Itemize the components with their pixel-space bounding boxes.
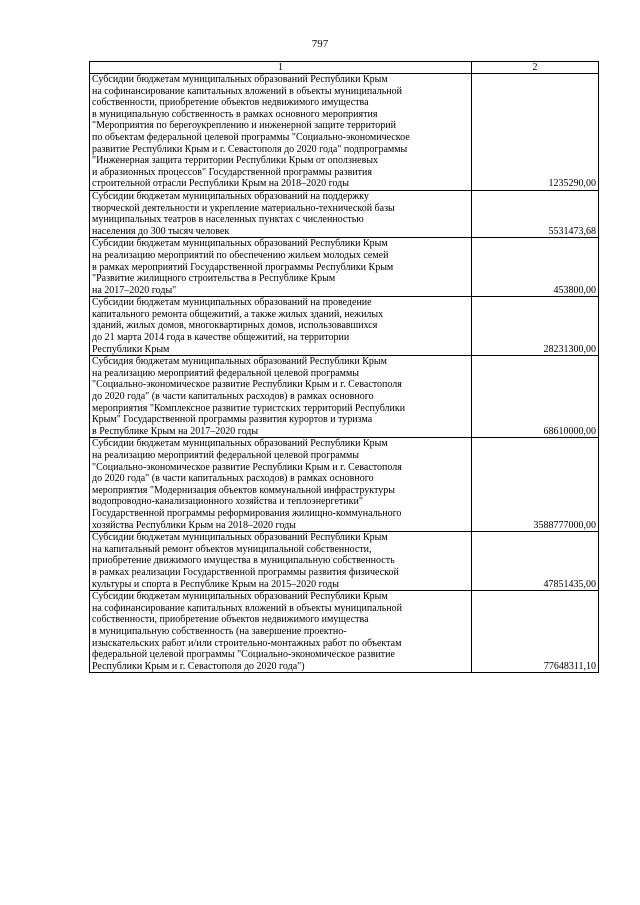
row-description: Субсидия бюджетам муниципальных образований Республики Крым на реализацию мероприятий федеральной целевой программы "Социально-экономическое развитие Республики Крым и г. Севастополя до 2020 года" (в части капитальных расходов) в рамках основного мероприятия "Комплексное развитие туристских территорий Республики Крым" Государственной программы развития курортов и туризма в Республике Крым на 2017–2020 годы xyxy=(90,356,472,438)
table-row xyxy=(90,356,599,438)
row-description: Субсидии бюджетам муниципальных образований Республики Крым на софинансирование капитальных вложений в объекты муниципальной собственности, приобретение объектов недвижимого имущества в муниципальную собственность в рамках основного мероприятия "Мероприятия по берегоукреплению и инженерной защите территорий по объектам федеральной целевой программы "Социально-экономическое развитие Республики Крым и г. Севастополя до 2020 года" подпрограммы "Инженерная защита территории Республики Крым от оползневых и абразионных процессов" Государственной программы развития строительной отрасли Республики Крым на 2018–2020 годы xyxy=(90,74,472,191)
row-amount: 68610000,00 xyxy=(472,356,599,438)
table-row xyxy=(90,438,599,532)
row-description: Субсидии бюджетам муниципальных образований Республики Крым на реализацию мероприятий федеральной целевой программы "Социально-экономическое развитие Республики Крым и г. Севастополя до 2020 года" (в части капитальных расходов) в рамках основного мероприятия "Модернизация объектов коммунальной инфраструктуры водопроводно-канализационного хозяйства и теплоэнергетики" Государственной программы реформирования жилищно-коммунального хозяйства Республики Крым на 2018–2020 годы xyxy=(90,438,472,532)
row-amount: 5531473,68 xyxy=(472,190,599,237)
table-row xyxy=(90,190,599,237)
table-row xyxy=(90,297,599,356)
table-header-row xyxy=(90,62,599,74)
column-header-description: 1 xyxy=(90,62,472,74)
page-number: 797 xyxy=(311,38,329,50)
subsidies-table xyxy=(89,61,599,673)
row-description: Субсидии бюджетам муниципальных образований на проведение капитального ремонта общежитий, а также жилых зданий, нежилых зданий, жилых домов, многоквартирных домов, использовавшихся до 21 марта 2014 года в качестве общежитий, на территории Республики Крым xyxy=(90,297,472,356)
row-amount: 47851435,00 xyxy=(472,532,599,591)
column-header-amount: 2 xyxy=(472,62,599,74)
row-amount: 1235290,00 xyxy=(472,74,599,191)
row-amount: 77648311,10 xyxy=(472,591,599,673)
table-row xyxy=(90,532,599,591)
table-row xyxy=(90,74,599,191)
row-description: Субсидии бюджетам муниципальных образований Республики Крым на капитальный ремонт объектов муниципальной собственности, приобретение движимого имущества в муниципальную собственность в рамках реализации Государственной программы развития физической культуры и спорта в Республике Крым на 2015–2020 годы xyxy=(90,532,472,591)
row-description: Субсидии бюджетам муниципальных образований Республики Крым на реализацию мероприятий по обеспечению жильем молодых семей в рамках мероприятий Государственной программы Республики Крым "Развитие жилищного строительства в Республике Крым на 2017–2020 годы" xyxy=(90,238,472,297)
table-row xyxy=(90,238,599,297)
table-row xyxy=(90,591,599,673)
row-amount: 453800,00 xyxy=(472,238,599,297)
row-description: Субсидии бюджетам муниципальных образований на поддержку творческой деятельности и укрепление материально-технической базы муниципальных театров в населенных пунктах с численностью населения до 300 тысяч человек xyxy=(90,190,472,237)
row-amount: 3588777000,00 xyxy=(472,438,599,532)
row-description: Субсидии бюджетам муниципальных образований Республики Крым на софинансирование капитальных вложений в объекты муниципальной собственности, приобретение объектов недвижимого имущества в муниципальную собственность (на завершение проектно- изыскательских работ и/или строительно-монтажных работ по объектам федеральной целевой программы "Социально-экономическое развитие Республики Крым и г. Севастополя до 2020 года") xyxy=(90,591,472,673)
row-amount: 28231300,00 xyxy=(472,297,599,356)
